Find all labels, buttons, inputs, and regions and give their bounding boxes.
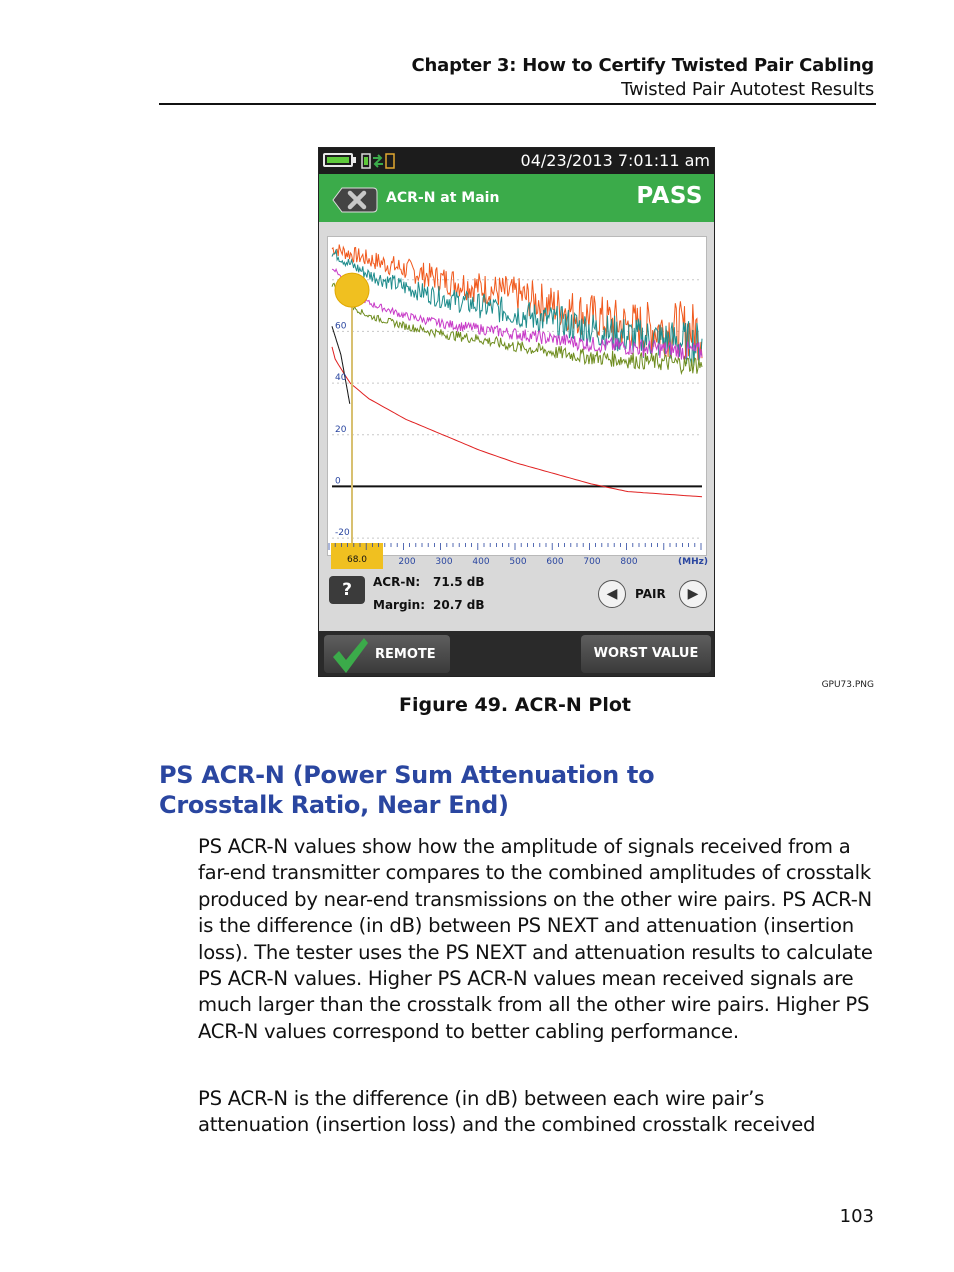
x-tick-label: 700 — [583, 557, 601, 567]
margin-value: 20.7 dB — [433, 598, 485, 612]
body-paragraph: PS ACR-N is the difference (in dB) between each wire pair’s attenuation (insertion loss) and the combined crosstalk received — [198, 1087, 816, 1137]
x-tick-label: 500 — [509, 557, 527, 567]
section-subtitle: Twisted Pair Autotest Results — [621, 79, 874, 100]
date-time: 04/23/2013 7:01:11 am — [520, 151, 710, 170]
header-rule — [159, 103, 876, 105]
y-tick-label: 60 — [335, 321, 347, 332]
pair-prev-button[interactable] — [598, 580, 626, 608]
chapter-title: Chapter 3: How to Certify Twisted Pair Cabling — [411, 55, 874, 76]
body-paragraph: PS ACR-N values show how the amplitude of signals received from a far-end transmitter compares to the combined amplitudes of crosstalk produced by near-end transmissions on the other wire pairs. PS ACR-N is the difference (in dB) between PS NEXT and attenuation (insertion loss). The tester uses the PS NEXT and attenuation results to calculate PS ACR-N values. Higher PS ACR-N values mean received signals are much larger than the crosstalk from all the other wire pairs. Higher PS ACR-N values correspond to better cabling performance. — [198, 835, 873, 1043]
close-icon[interactable] — [332, 187, 378, 213]
connection-icon — [361, 151, 395, 171]
y-tick-label: 0 — [335, 476, 341, 487]
x-tick-label: 400 — [472, 557, 490, 567]
battery-tip — [353, 157, 356, 163]
y-tick-label: -20 — [335, 528, 350, 539]
tester-screenshot — [318, 147, 715, 677]
cursor-value: 68.0 — [346, 555, 368, 565]
x-tick-label: 600 — [546, 557, 564, 567]
series-limit-line — [332, 347, 702, 497]
pass-status: PASS — [636, 183, 703, 209]
x-tick-label: 800 — [620, 557, 638, 567]
x-tick-label: 200 — [398, 557, 416, 567]
battery-icon — [323, 153, 353, 167]
figure-caption: Figure 49. ACR-N Plot — [398, 694, 632, 716]
status-bar — [319, 148, 714, 174]
cursor-handle[interactable] — [335, 273, 369, 307]
remote-button[interactable] — [324, 635, 450, 673]
y-tick-label: 40 — [335, 373, 347, 384]
image-id-label: GPU73.PNG — [821, 680, 874, 690]
acrn-value: 71.5 dB — [433, 575, 485, 589]
title-bar — [319, 174, 714, 222]
y-tick-label: 20 — [335, 424, 347, 435]
page-number: 103 — [839, 1206, 874, 1227]
remote-button-label: REMOTE — [375, 647, 436, 662]
screen-title: ACR-N at Main — [386, 190, 500, 206]
bottom-bar — [319, 631, 714, 677]
section-heading: PS ACR-N (Power Sum Attenuation to Crosstalk Ratio, Near End) — [159, 761, 655, 819]
acrn-label: ACR-N: — [373, 575, 421, 589]
readout-panel — [319, 568, 714, 620]
pair-label: PAIR — [635, 587, 666, 601]
x-axis-unit: (MHz) — [678, 557, 708, 567]
chevron-right-icon: ▶ — [687, 586, 699, 602]
plot-frame — [327, 236, 707, 556]
pair-next-button[interactable] — [679, 580, 707, 608]
running-header — [412, 54, 875, 102]
worst-value-button[interactable]: WORST VALUE — [581, 635, 711, 673]
x-tick-label: 300 — [435, 557, 453, 567]
acr-n-chart[interactable] — [328, 237, 706, 555]
help-button[interactable]: ? — [329, 576, 365, 604]
checkmark-icon — [330, 635, 370, 675]
margin-label: Margin: — [373, 598, 426, 612]
chevron-left-icon: ◀ — [606, 586, 618, 602]
series-reference-curve — [332, 326, 350, 404]
